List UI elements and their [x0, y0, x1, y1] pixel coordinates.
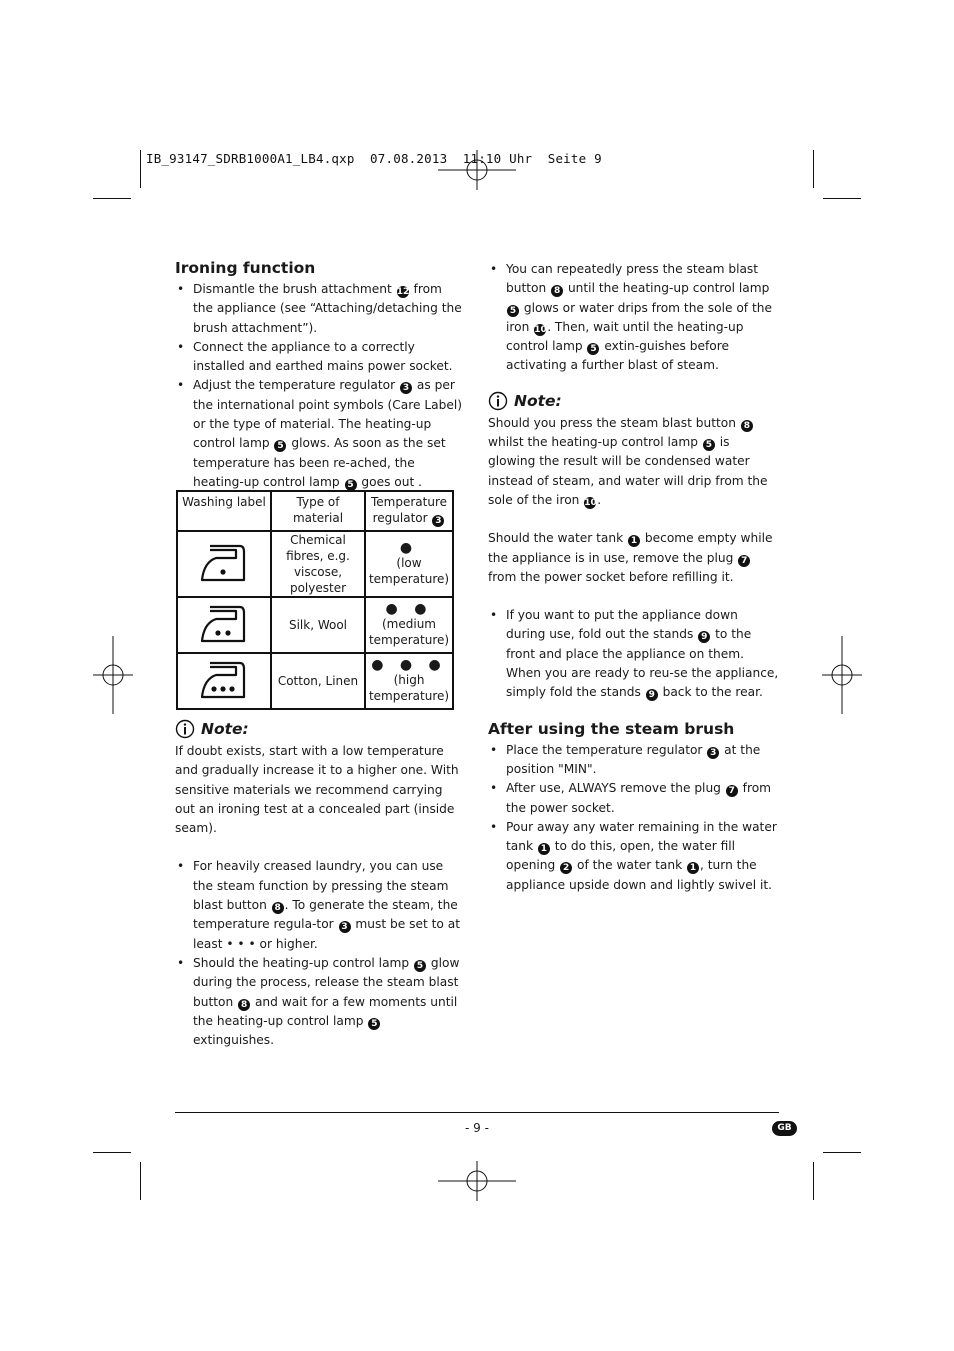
table-header: Type of material [271, 491, 365, 531]
crop-mark [93, 198, 131, 199]
table-header: Temperature regulator 3 [365, 491, 453, 531]
crop-mark [140, 1162, 141, 1200]
table-cell: Cotton, Linen [271, 653, 365, 709]
language-badge: GB [772, 1121, 797, 1136]
list-item: • After use, ALWAYS remove the plug 7 from the power socket. [488, 779, 780, 818]
note-text: Should you press the steam blast button 8 whilst the heating-up control lamp 5 is glowing the result will be condensed water instead of steam, and water will drip from the sole of the iron 10. [488, 415, 768, 508]
footer-rule [175, 1112, 779, 1113]
right-column [488, 260, 780, 895]
list-item: • Should the heating-up control lamp 5 glow during the process, release the steam blast button 8 and wait for a few moments until the heating-up control lamp 5 extinguishes. [175, 954, 465, 1050]
iron-icon [177, 531, 271, 597]
bullet-list [488, 741, 780, 895]
table-header: Washing label [177, 491, 271, 531]
table-cell: Chemical fibres, e.g. viscose, polyester [271, 531, 365, 597]
iron-icon [177, 597, 271, 653]
info-icon [488, 391, 508, 411]
note-heading: Note: [175, 718, 465, 740]
bullet-list [488, 606, 780, 702]
left-column-lower [175, 718, 465, 1050]
list-item: • Pour away any water remaining in the water tank 1 to do this, open, the water fill opening 2 of the water tank 1 , turn the appliance upside down and lightly swivel it. [488, 818, 780, 895]
info-icon [175, 719, 195, 739]
list-item: • Adjust the temperature regulator 3 as per the international point symbols (Care Label) or the type of material. The heating-up control lamp 5 glows. As soon as the set temperature has been re-ached, the heating-up control lamp 5 goes out . [175, 376, 465, 492]
crop-mark [813, 150, 814, 188]
crop-mark [140, 150, 141, 188]
table-cell: Silk, Wool [271, 597, 365, 653]
table-cell: ● (low temperature) [365, 531, 453, 597]
note-text: If doubt exists, start with a low temperature and gradually increase it to a higher one. With sensitive materials we recommend carrying out an ironing test at a concealed part (inside seam). [175, 744, 459, 836]
table-row [177, 531, 453, 597]
registration-mark-bottom [438, 1161, 516, 1201]
iron-icon [177, 653, 271, 709]
note-heading: Note: [488, 390, 780, 412]
crop-mark [823, 1152, 861, 1153]
paragraph: Should the water tank 1 become empty while the appliance is in use, remove the plug 7 from the power socket before refilling it. [488, 531, 773, 584]
crop-mark [823, 198, 861, 199]
table-row [177, 597, 453, 653]
print-slug: IB_93147_SDRB1000A1_LB4.qxp 07.08.2013 11:10 Uhr Seite 9 [146, 151, 602, 166]
table-cell: ● ● (medium temperature) [365, 597, 453, 653]
section-heading: Ironing function [175, 259, 316, 277]
bullet-list [175, 857, 465, 1050]
left-column [175, 258, 465, 492]
table-cell: ● ● ● (high temperature) [365, 653, 453, 709]
list-item: • For heavily creased laundry, you can use the steam function by pressing the steam blast button 8 . To generate the steam, the temperature regula-tor 3 must be set to at least • • • or higher. [175, 857, 465, 953]
crop-mark [813, 1162, 814, 1200]
table-row [177, 653, 453, 709]
list-item: • Connect the appliance to a correctly installed and earthed mains power socket. [175, 338, 465, 377]
section-heading: After using the steam brush [488, 719, 735, 738]
list-item: • Place the temperature regulator 3 at the position "MIN". [488, 741, 780, 780]
page-number: - 9 - [465, 1121, 489, 1135]
registration-mark-left [93, 636, 133, 714]
list-item: • You can repeatedly press the steam blast button 8 until the heating-up control lamp 5 glows or water drips from the sole of the iron 10. Then, wait until the heating-up control lamp 5 extin-guishes before activating a further blast of steam. [488, 260, 780, 376]
list-item: • Dismantle the brush attachment 12 from the appliance (see “Attaching/detaching the brush attachment”). [175, 280, 465, 338]
care-label-table [176, 490, 454, 710]
bullet-list [488, 260, 780, 376]
list-item: • If you want to put the appliance down during use, fold out the stands 9 to the front and place the appliance on them. When you are ready to reu-se the appliance, simply fold the stands 9 back to the rear. [488, 606, 780, 702]
registration-mark-right [822, 636, 862, 714]
crop-mark [93, 1152, 131, 1153]
bullet-list [175, 280, 465, 492]
